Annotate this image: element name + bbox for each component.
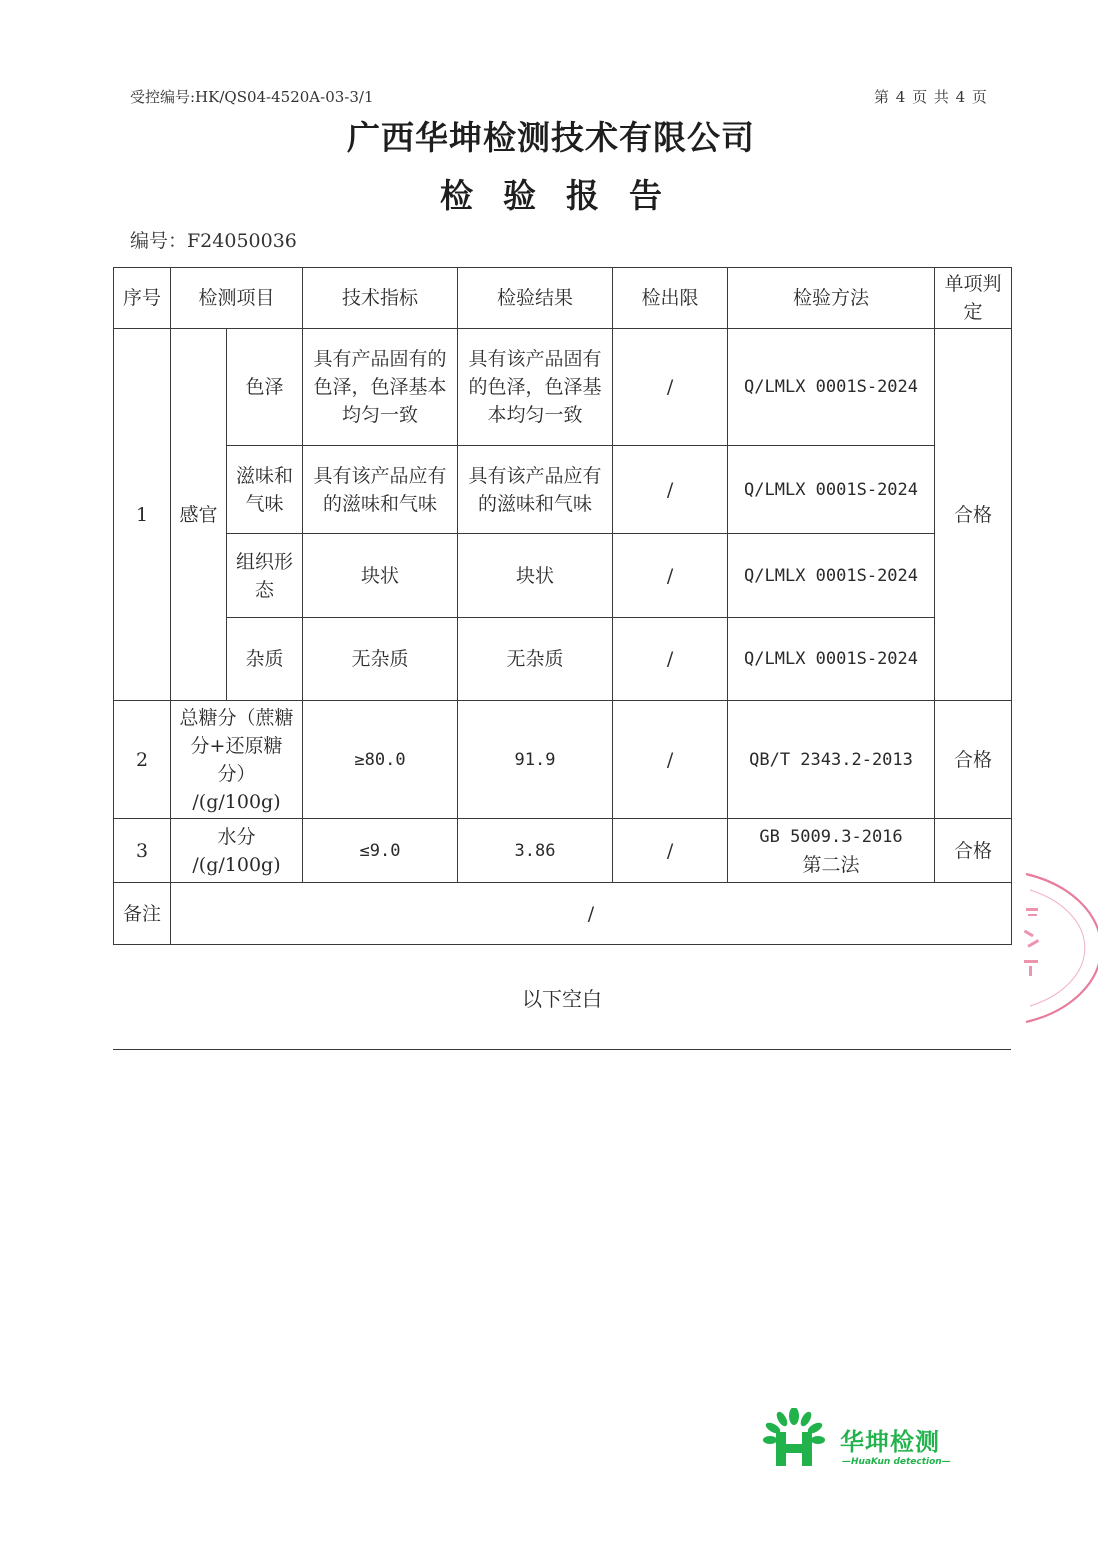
row3-method-standard: GB 5009.3-2016 [759,827,903,847]
row3-no: 3 [114,819,171,883]
header-no: 序号 [114,268,171,329]
blank-note: 以下空白 [522,987,602,1011]
limit-impurity: / [613,618,728,701]
row2-limit: / [613,701,728,819]
method-texture: Q/LMLX 0001S-2024 [728,534,935,618]
item-taste: 滋味和气味 [227,446,303,534]
row3-spec: ≤9.0 [303,819,458,883]
row3-result: 3.86 [458,819,613,883]
seal-stamp-icon [1018,868,1098,1028]
limit-taste: / [613,446,728,534]
table-row [114,819,1012,883]
result-texture: 块状 [458,534,613,618]
row3-item [171,819,303,883]
table-row [114,701,1012,819]
row2-result: 91.9 [458,701,613,819]
table-row [114,329,1012,446]
limit-color: / [613,329,728,446]
remarks-value: / [171,883,1012,945]
remarks-label: 备注 [114,883,171,945]
result-color: 具有该产品固有的色泽，色泽基本均匀一致 [458,329,613,446]
row2-item-unit: /(g/100g) [192,790,281,813]
spec-color: 具有产品固有的色泽，色泽基本均匀一致 [303,329,458,446]
result-impurity: 无杂质 [458,618,613,701]
group1-no: 1 [114,329,171,701]
limit-texture: / [613,534,728,618]
row3-item-unit: /(g/100g) [192,853,281,876]
group1-judgement: 合格 [935,329,1012,701]
spec-impurity: 无杂质 [303,618,458,701]
table-header-row [114,268,1012,329]
page-info: 第 4 页 共 4 页 [874,88,988,106]
row2-no: 2 [114,701,171,819]
inspection-table [113,267,1012,945]
row2-item-name: 总糖分（蔗糖分+还原糖分） [179,706,294,785]
table-row [114,534,1012,618]
row2-spec: ≥80.0 [303,701,458,819]
header-spec: 技术指标 [303,268,458,329]
row3-method-clause: 第二法 [802,854,860,876]
item-color: 色泽 [227,329,303,446]
control-number: 受控编号:HK/QS04-4520A-03-3/1 [130,88,374,106]
header-item: 检测项目 [171,268,303,329]
header-judgement: 单项判定 [935,268,1012,329]
row3-limit: / [613,819,728,883]
table-row [114,446,1012,534]
remarks-row [114,883,1012,945]
logo-name: 华坤检测 [840,1428,940,1456]
company-name: 广西华坤检测技术有限公司 [347,118,755,157]
row2-method: QB/T 2343.2-2013 [728,701,935,819]
header-method: 检验方法 [728,268,935,329]
logo-tagline: —HuaKun detection— [842,1457,951,1467]
spec-taste: 具有该产品应有的滋味和气味 [303,446,458,534]
row3-item-name: 水分 [217,825,256,848]
method-taste: Q/LMLX 0001S-2024 [728,446,935,534]
header-result: 检验结果 [458,268,613,329]
row2-item [171,701,303,819]
row2-judgement: 合格 [935,701,1012,819]
group1-category: 感官 [171,329,227,701]
table-row [114,618,1012,701]
report-serial: 编号：F24050036 [130,230,297,252]
header-limit: 检出限 [613,268,728,329]
method-color: Q/LMLX 0001S-2024 [728,329,935,446]
spec-texture: 块状 [303,534,458,618]
row3-method [728,819,935,883]
item-impurity: 杂质 [227,618,303,701]
report-title: 检验报告 [440,176,692,215]
bottom-rule [113,1049,1011,1050]
method-impurity: Q/LMLX 0001S-2024 [728,618,935,701]
item-texture: 组织形态 [227,534,303,618]
result-taste: 具有该产品应有的滋味和气味 [458,446,613,534]
row3-judgement: 合格 [935,819,1012,883]
